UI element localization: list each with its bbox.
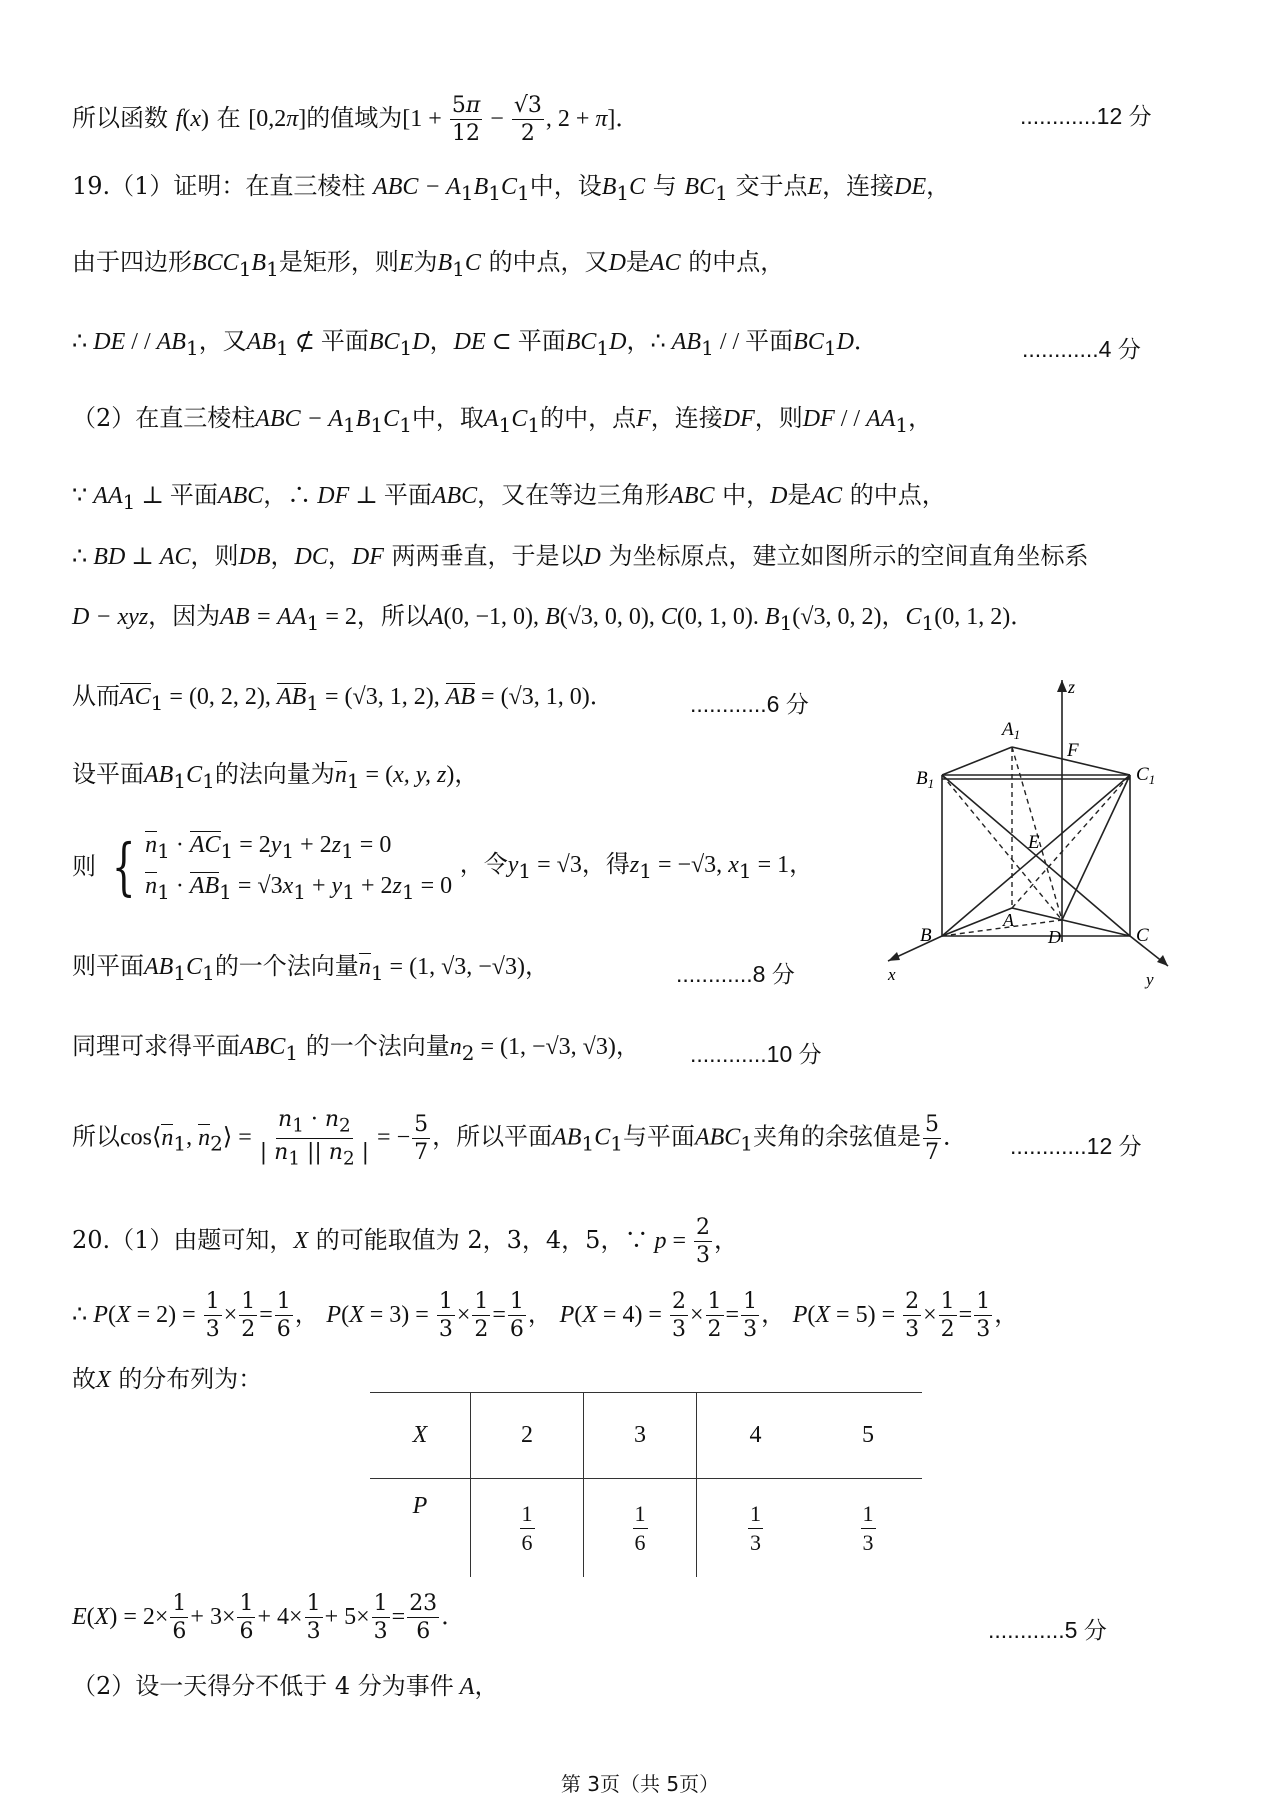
table-cell: 2 [471,1393,584,1479]
text: 的值域为 [306,104,403,133]
svg-text:F: F [1067,740,1079,761]
q19-normal-result: 则平面$AB_1C_1$的一个法向量$n_1 = (1$, √3, −√3)， [72,952,549,985]
range-line: 所以函数 f(x) 在 [0,2π]的值域为[1 + $\frac{5\pi}{12}$ − $\frac{√3}{2}$ , 2 + π]． [72,93,640,147]
table-row [370,1479,922,1578]
score-label: ............6 分 [690,691,809,717]
svg-text:C1: $C_1$ [1136,764,1156,787]
svg-text:E: E [1028,832,1040,853]
table-cell: X [370,1393,471,1479]
svg-text:x: x [888,965,896,984]
table-row [370,1393,922,1479]
q20-table-intro: 故X 的分布列为： [72,1365,263,1393]
score-label: ............4 分 [1022,336,1141,362]
q19-system-line: 则 { $n_1 \cdot AC_1 = 2y_1 + 2z_1 = 0$ $n_1 \cdot AB_1 = √3x_1 + y_1 + 2z_1 = 0$ ，令$y_1 = √3$，得$z_1 = -√3$, $x_1 = 1$， [72,829,814,904]
table-cell: P [370,1479,471,1578]
q19-part2-line-2: ∵ $AA_1$ ⊥ 平面ABC，∴ DF ⊥ 平面ABC，又在等边三角形ABC 中，D是AC 的中点， [72,481,946,514]
q20-line-1: 20.（1）由题可知，X 的可能取值为 2，3，4，5，∵ p = $\frac{2}{3}$ ， [72,1215,739,1269]
text: ． [615,104,640,133]
table-cell: $\frac{1}{3}$ [862,1501,874,1555]
q19-part2-line-1: （2）在直三棱柱ABC − $A_1B_1C_1$中，取$A_1C_1$的中，点F，连接DF，则DF / / $AA_1$， [72,404,933,437]
score-label: ............12 分 [1010,1133,1142,1159]
q19-normal-line: 设平面$AB_1C_1$的法向量为$n_1 = (x$, y, z)， [72,760,479,793]
table-cell: $\frac{1}{3}$ [750,1501,761,1555]
svg-text:z: z [1068,680,1076,697]
svg-text:B: B [920,925,932,946]
table-cell: 4 [749,1422,762,1448]
svg-text:D: D [1048,927,1061,947]
q20-probabilities: ∴ P(X = 2) = $\frac{1}{3}$ × $\frac{1}{2}$ = $\frac{1}{6}$ ， P(X = 3) = $\frac{1}{3}$ × $\frac{1}{2}$ = $\frac{1}{6}$ ， P(X = 4) = $\frac{2}{3}$ × $\frac{1}{2}$ = $\frac{1}{3}$ ， P(X = 5) = $\frac{2}{3}$ × $\frac{1}{2}$ = $\frac{1}{3}$ ， [72,1289,1019,1343]
score-label: ............10 分 [690,1041,822,1067]
score-label: ............5 分 [988,1617,1107,1643]
svg-text:B1: $B_1$ [916,768,935,791]
table-cell: $\frac{1}{6}$ [584,1479,697,1578]
svg-text:y: y [1146,970,1154,989]
text: 在 [216,104,241,133]
svg-text:A1: $A_1$ [1002,719,1021,742]
q20-expectation: E(X) = 2× $\frac{1}{6}$ + 3× $\frac{1}{6}$ + 4× $\frac{1}{3}$ + 5× $\frac{1}{3}$ = $\frac{23}{6}$ ． [72,1591,466,1645]
q19-line-3: ∴ DE / / $AB_1$，又$AB_1$ ⊄ 平面$BC_1D$，DE ⊂ 平面$BC_1D$，∴ $AB_1$ / / 平面$BC_1D$． [72,327,878,360]
prism-figure [880,680,1170,990]
q20-part2: （2）设一天得分不低于 4 分为事件 A， [72,1672,499,1700]
table-cell: 3 [584,1393,697,1479]
equation-system: { $n_1 \cdot AC_1 = 2y_1 + 2z_1 = 0$ $n_1 \cdot AB_1 = √3x_1 + y_1 + 2z_1 = 0$ [111,829,453,904]
score-label: ............8 分 [676,961,795,987]
q19-line-1: 19.（1）证明：在直三棱柱 ABC − $A_1B_1C_1$中，设$B_1C$ 与 $BC_1$ 交于点E，连接DE， [72,172,951,205]
table-cell: 5 [862,1422,874,1448]
svg-text:A: A [1003,910,1014,930]
q19-part2-line-3: ∴ BD ⊥ AC，则DB，DC，DF 两两垂直，于是以D 为坐标原点，建立如图所示的空间直角坐标系 [72,542,1089,570]
svg-text:C: C [1136,925,1149,946]
text: 所以函数 [72,104,168,133]
distribution-table [370,1392,922,1577]
page-footer: 第 3页（共 5页） [560,1772,720,1796]
q19-part2-line-4: D − xyz，因为AB = $AA_1 = 2$，所以A(0, −1, 0), B(√3, 0, 0), C(0, 1, 0). $B_1(√3$, 0, 2)，$C_1(0$, 1, 2)． [72,602,1035,635]
table-cell: $\frac{1}{6}$ [471,1479,584,1578]
q19-line-2: 由于四边形$BCC_1B_1$是矩形，则E为$B_1C$ 的中点，又D是AC 的中点， [72,248,785,281]
score-label: ............12 分 [1020,103,1152,129]
q19-vectors-line: 从而$AC_1 = (0$, 2, 2), $AB_1 = (√3$, 1, 2), AB = (√3, 1, 0)． [72,682,614,715]
q19-cos-line: 所以$\cos⟨n_1$, $n_2⟩$ = $\frac{n_1 \cdot n_2}{| n_1 || n_2 |}$ = − $\frac{5}{7}$ ，所以平面$AB_1C_1$与平面$ABC_1$夹角的余弦值是 $\frac{5}{7}$ ． [72,1107,967,1170]
q19-normal-2: 同理可求得平面$ABC_1$ 的一个法向量$n_2 = (1$, −√3, √3)， [72,1032,640,1065]
